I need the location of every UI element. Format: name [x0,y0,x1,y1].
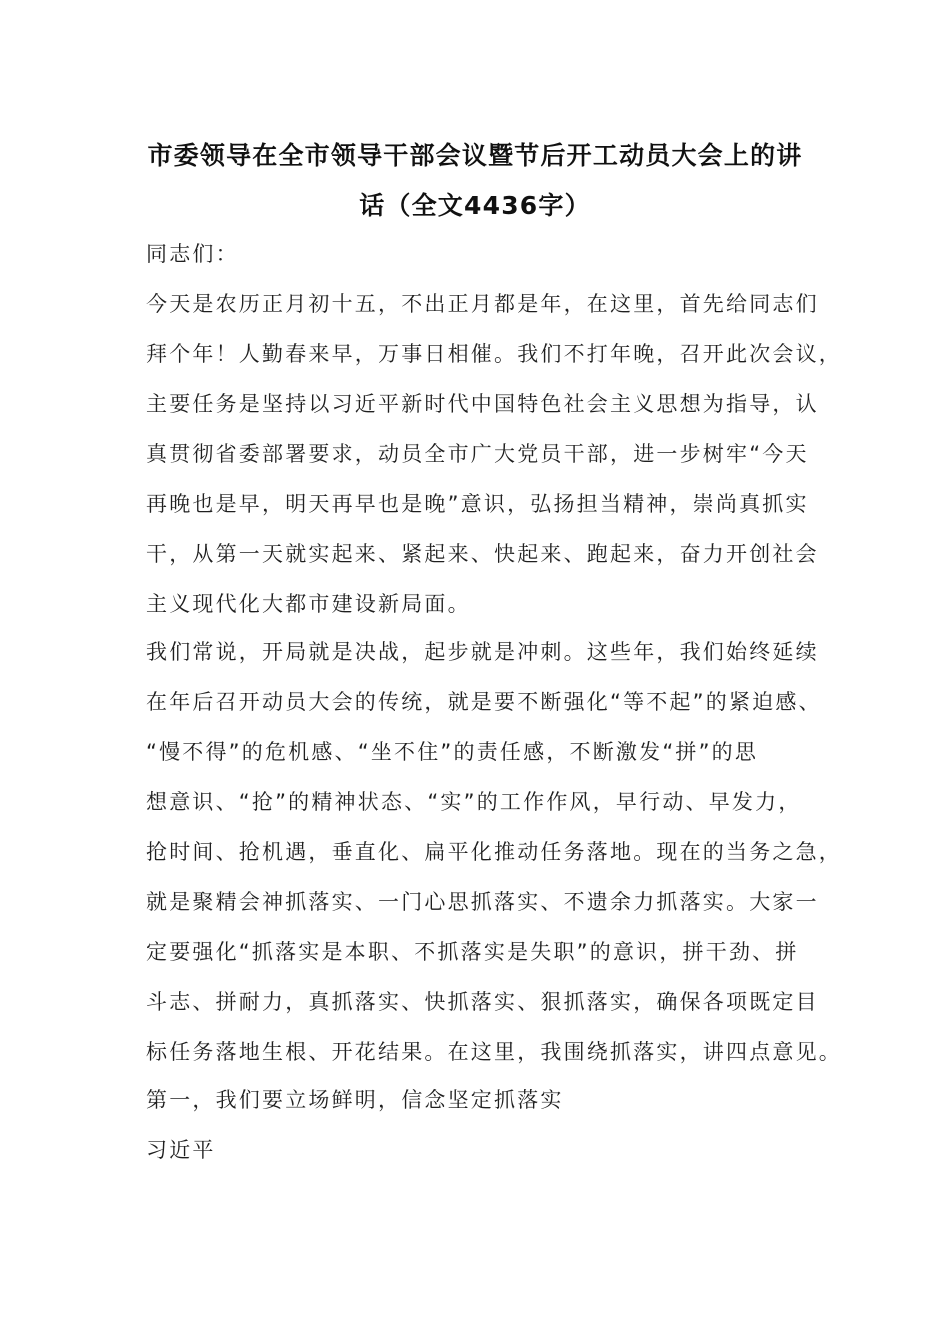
body-line: 习近平 [146,1138,216,1162]
body-line: 干，从第一天就实起来、紧起来、快起来、跑起来，奋力开创社会 [146,542,819,566]
body-line: 今天是农历正月初十五，不出正月都是年，在这里，首先给同志们 [146,292,819,316]
salutation: 同志们： [146,242,239,266]
body-line: 主义现代化大都市建设新局面。 [146,592,471,616]
body-line: 主要任务是坚持以习近平新时代中国特色社会主义思想为指导，认 [146,392,819,416]
body-line: 抢时间、抢机遇，垂直化、扁平化推动任务落地。现在的当务之急， [146,840,842,864]
body-line: 拜个年！人勤春来早，万事日相催。我们不打年晚，召开此次会议， [146,342,842,366]
body-line: 斗志、拼耐力，真抓落实、快抓落实、狠抓落实，确保各项既定目 [146,990,819,1014]
document-title-line-2: 话（全文4436字） [359,191,591,220]
body-line: “慢不得”的危机感、“坐不住”的责任感，不断激发“拼”的思 [146,740,759,764]
body-line: 再晚也是早，明天再早也是晚”意识，弘扬担当精神，崇尚真抓实 [146,492,809,516]
body-line: 就是聚精会神抓落实、一门心思抓落实、不遗余力抓落实。大家一 [146,890,819,914]
body-line: 真贯彻省委部署要求，动员全市广大党员干部，进一步树牢“今天 [146,442,809,466]
body-line: 在年后召开动员大会的传统，就是要不断强化“等不起”的紧迫感、 [146,690,822,714]
section-heading: 第一，我们要立场鲜明，信念坚定抓落实 [146,1088,564,1112]
document-title-line-1: 市委领导在全市领导干部会议暨节后开工动员大会上的讲 [147,141,803,170]
body-line: 标任务落地生根、开花结果。在这里，我围绕抓落实，讲四点意见。 [146,1040,842,1064]
body-line: 想意识、“抢”的精神状态、“实”的工作作风，早行动、早发力， [146,790,802,814]
body-line: 我们常说，开局就是决战，起步就是冲刺。这些年，我们始终延续 [146,640,819,664]
body-line: 定要强化“抓落实是本职、不抓落实是失职”的意识，拼干劲、拼 [146,940,799,964]
